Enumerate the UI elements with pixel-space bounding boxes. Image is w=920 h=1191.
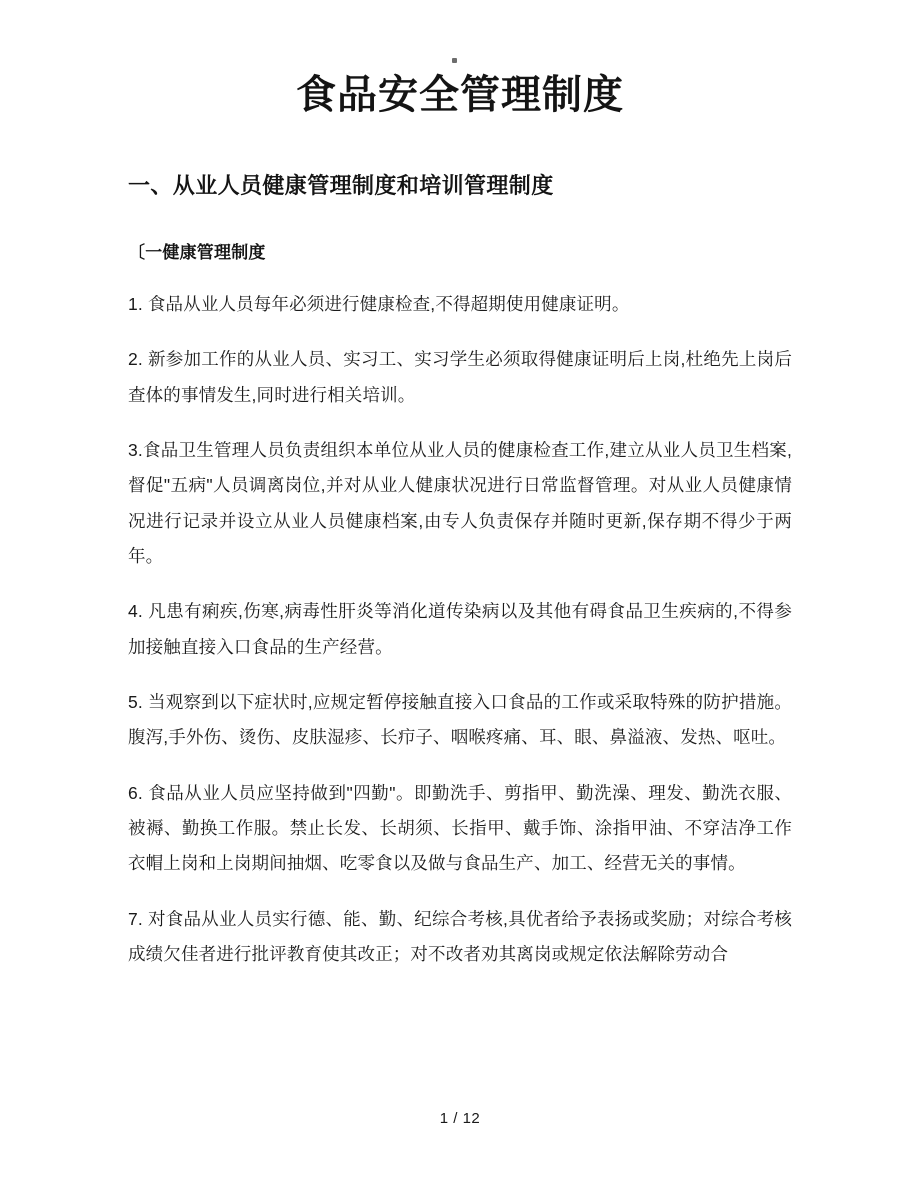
clause-item: 1. 食品从业人员每年必须进行健康检查,不得超期使用健康证明。 bbox=[128, 293, 630, 314]
clause-item: 6. 食品从业人员应坚持做到"四勤"。即勤洗手、剪指甲、勤洗澡、理发、勤洗衣服、被褥、勤换工作服。禁止长发、长胡须、长指甲、戴手饰、涂指甲油、不穿洁净工作衣帽上岗和上岗期间抽烟、吃零食以及做与食品生产、加工、经营无关的事情。 bbox=[128, 782, 792, 874]
sub-heading: 〔一健康管理制度 bbox=[128, 242, 266, 262]
section-heading: 一、从业人员健康管理制度和培训管理制度 bbox=[128, 173, 554, 199]
clause-item: 4. 凡患有痢疾,伤寒,病毒性肝炎等消化道传染病以及其他有碍食品卫生疾病的,不得参加接触直接入口食品的生产经营。 bbox=[128, 601, 792, 657]
clause-item: 3.食品卫生管理人员负责组织本单位从业人员的健康检查工作,建立从业人员卫生档案,督促"五病"人员调离岗位,并对从业人健康状况进行日常监督管理。对从业人员健康情况进行记录并设立从业人员健康档案,由专人负责保存并随时更新,保存期不得少于两年。 bbox=[128, 439, 792, 566]
document-content bbox=[128, 0, 792, 972]
clause-item: 5. 当观察到以下症状时,应规定暂停接触直接入口食品的工作或采取特殊的防护措施。腹泻,手外伤、烫伤、皮肤湿疹、长疖子、咽喉疼痛、耳、眼、鼻溢液、发热、呕吐。 bbox=[128, 691, 792, 748]
page-title: 食品安全管理制度 bbox=[296, 73, 624, 117]
clause-list bbox=[128, 264, 792, 973]
clause-item: 7. 对食品从业人员实行德、能、勤、纪综合考核,具优者给予表扬或奖励；对综合考核成绩欠佳者进行批评教育使其改正；对不改者劝其离岗或规定依法解除劳动合 bbox=[128, 908, 792, 965]
clause-item: 2. 新参加工作的从业人员、实习工、实习学生必须取得健康证明后上岗,杜绝先上岗后查体的事情发生,同时进行相关培训。 bbox=[128, 349, 792, 405]
page-footer: 1 / 12 bbox=[439, 1110, 481, 1127]
